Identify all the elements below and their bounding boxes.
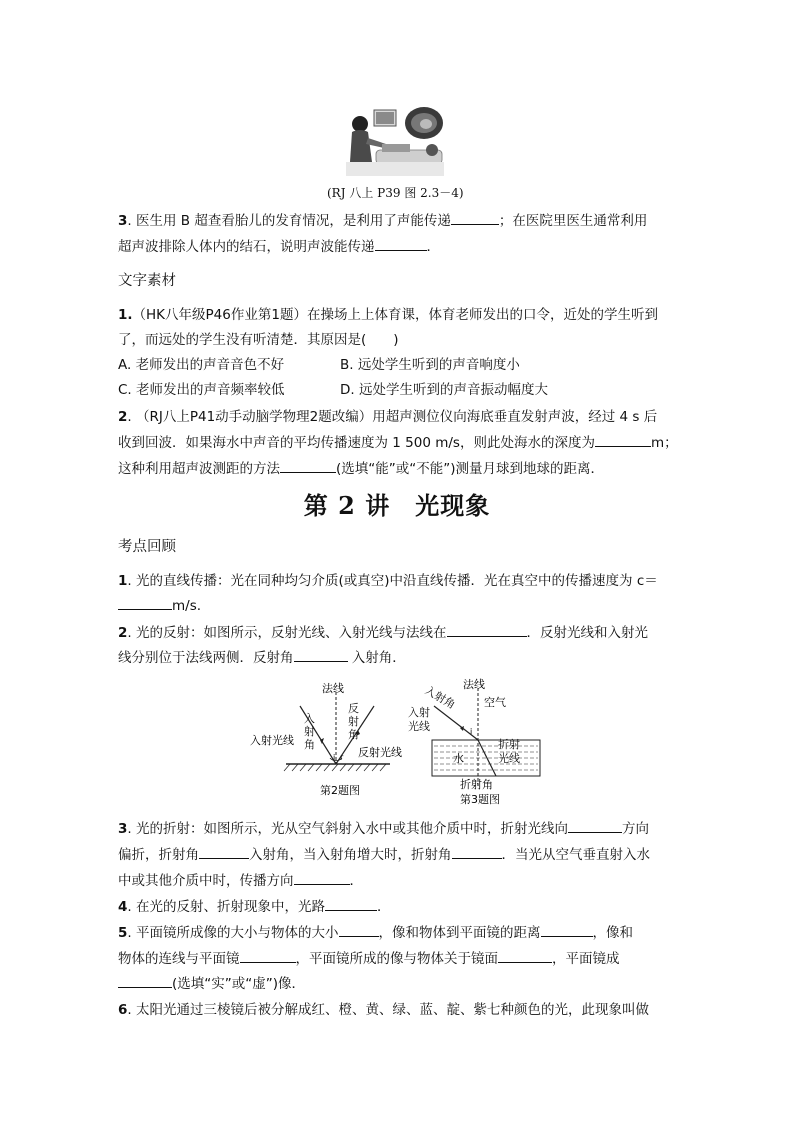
fig3-incident-ray-label: 入射光线 [408, 706, 430, 733]
photo-caption: (RJ 八上 P39 图 2.3－4) [327, 186, 464, 200]
answer-blank[interactable] [339, 922, 379, 937]
fig3-caption: 第3题图 [460, 793, 500, 806]
material-question-2: 2. （RJ八上P41动手动脑学物理2题改编）用超声测位仪向海底垂直发射声波，经过 4 s 后 [118, 409, 658, 425]
question-3-sound-line2: 超声波排除人体内的结石，说明声波能传递 ． [118, 236, 678, 258]
question-number: 3 [118, 213, 128, 229]
fig3-refraction-angle-label: 折射角 [460, 778, 493, 791]
answer-blank[interactable] [568, 818, 622, 833]
question-3-sound: 3. 医生用 B 超查看胎儿的发育情况，是利用了声能传递 ；在医院里医生通常利用 [118, 210, 678, 232]
review-item-2-line2: 线分别位于法线两侧．反射角 入射角． [118, 647, 678, 669]
fig2-caption: 第2题图 [320, 784, 360, 797]
answer-blank[interactable] [294, 647, 348, 662]
material-question-2-line2: 收到回波．如果海水中声音的平均传播速度为 1 500 m/s，则此处海水的深度为 m； [118, 432, 678, 454]
review-item-5-line3: (选填“实”或“虚”)像． [118, 973, 678, 995]
review-item-2: 2. 光的反射：如图所示，反射光线、入射光线与法线在 ．反射光线和入射光 [118, 622, 678, 644]
fig2-reflected-ray-label: 反射光线 [358, 746, 402, 759]
review-item-1-line2: m/s. [118, 595, 678, 617]
answer-blank[interactable] [498, 948, 552, 963]
answer-blank[interactable] [294, 870, 350, 885]
fig3-refracted-ray-label: 折射光线 [498, 738, 520, 765]
fig3-air-label: 空气 [484, 696, 506, 709]
fig2-incidence-angle-label: 入射角 [304, 712, 315, 751]
answer-blank[interactable] [452, 844, 502, 859]
material-question-2-line3: 这种利用超声波测距的方法 (选填“能”或“不能”)测量月球到地球的距离． [118, 458, 678, 480]
svg-text:r: r [340, 753, 344, 762]
answer-blank[interactable] [118, 595, 172, 610]
answer-blank[interactable] [375, 236, 427, 251]
answer-blank[interactable] [325, 896, 377, 911]
review-item-5: 5. 平面镜所成像的大小与物体的大小 ，像和物体到平面镜的距离 ，像和 [118, 922, 678, 944]
section-review: 考点回顾 [118, 539, 176, 555]
option-d[interactable]: D. 远处学生听到的声音振动幅度大 [340, 382, 548, 398]
review-item-6: 6. 太阳光通过三棱镜后被分解成红、橙、黄、绿、蓝、靛、紫七种颜色的光，此现象叫做 [118, 1002, 649, 1018]
chapter-title: 第 2 讲 光现象 [303, 491, 491, 520]
review-item-3-line3: 中或其他介质中时，传播方向 ． [118, 870, 678, 892]
answer-blank[interactable] [118, 973, 172, 988]
answer-blank[interactable] [240, 948, 296, 963]
svg-text:i: i [470, 727, 473, 736]
review-item-5-line2: 物体的连线与平面镜 ，平面镜所成的像与物体关于镜面 ，平面镜成 [118, 948, 678, 970]
answer-blank[interactable] [595, 432, 651, 447]
fig3-water-label: 水 [453, 752, 464, 765]
material-question-1: 1.（HK八年级P46作业第1题）在操场上上体育课，体育老师发出的口令，近处的学生听到 [118, 307, 658, 323]
review-item-4: 4. 在光的反射、折射现象中，光路 ． [118, 896, 678, 918]
figure-refraction [408, 676, 548, 808]
fig2-incident-ray-label: 入射光线 [250, 734, 294, 747]
ultrasound-photo [346, 104, 444, 176]
section-text-material: 文字素材 [118, 273, 176, 289]
fig2-normal-label: 法线 [322, 682, 344, 695]
answer-blank[interactable] [280, 458, 336, 473]
fig3-incidence-angle-label: 入射角 [422, 683, 458, 712]
svg-text:i: i [333, 753, 336, 762]
option-a[interactable]: A. 老师发出的声音音色不好 [118, 357, 285, 373]
material-question-1-line2: 了，而远处的学生没有听清楚．其原因是( ) [118, 332, 399, 348]
review-item-3: 3. 光的折射：如图所示，光从空气斜射入水中或其他介质中时，折射光线向 方向 [118, 818, 678, 840]
review-item-1: 1. 光的直线传播：光在同种均匀介质(或真空)中沿直线传播．光在真空中的传播速度为 c＝ [118, 573, 658, 589]
review-item-3-line2: 偏折，折射角 入射角，当入射角增大时，折射角 ．当光从空气垂直射入水 [118, 844, 678, 866]
answer-blank[interactable] [451, 210, 499, 225]
figure-reflection [250, 678, 420, 808]
answer-blank[interactable] [447, 622, 527, 637]
answer-blank[interactable] [199, 844, 249, 859]
option-c[interactable]: C. 老师发出的声音频率较低 [118, 382, 285, 398]
option-b[interactable]: B. 远处学生听到的声音响度小 [340, 357, 520, 373]
fig2-reflection-angle-label: 反射角 [348, 702, 359, 741]
fig3-normal-label: 法线 [463, 678, 485, 691]
answer-blank[interactable] [541, 922, 593, 937]
